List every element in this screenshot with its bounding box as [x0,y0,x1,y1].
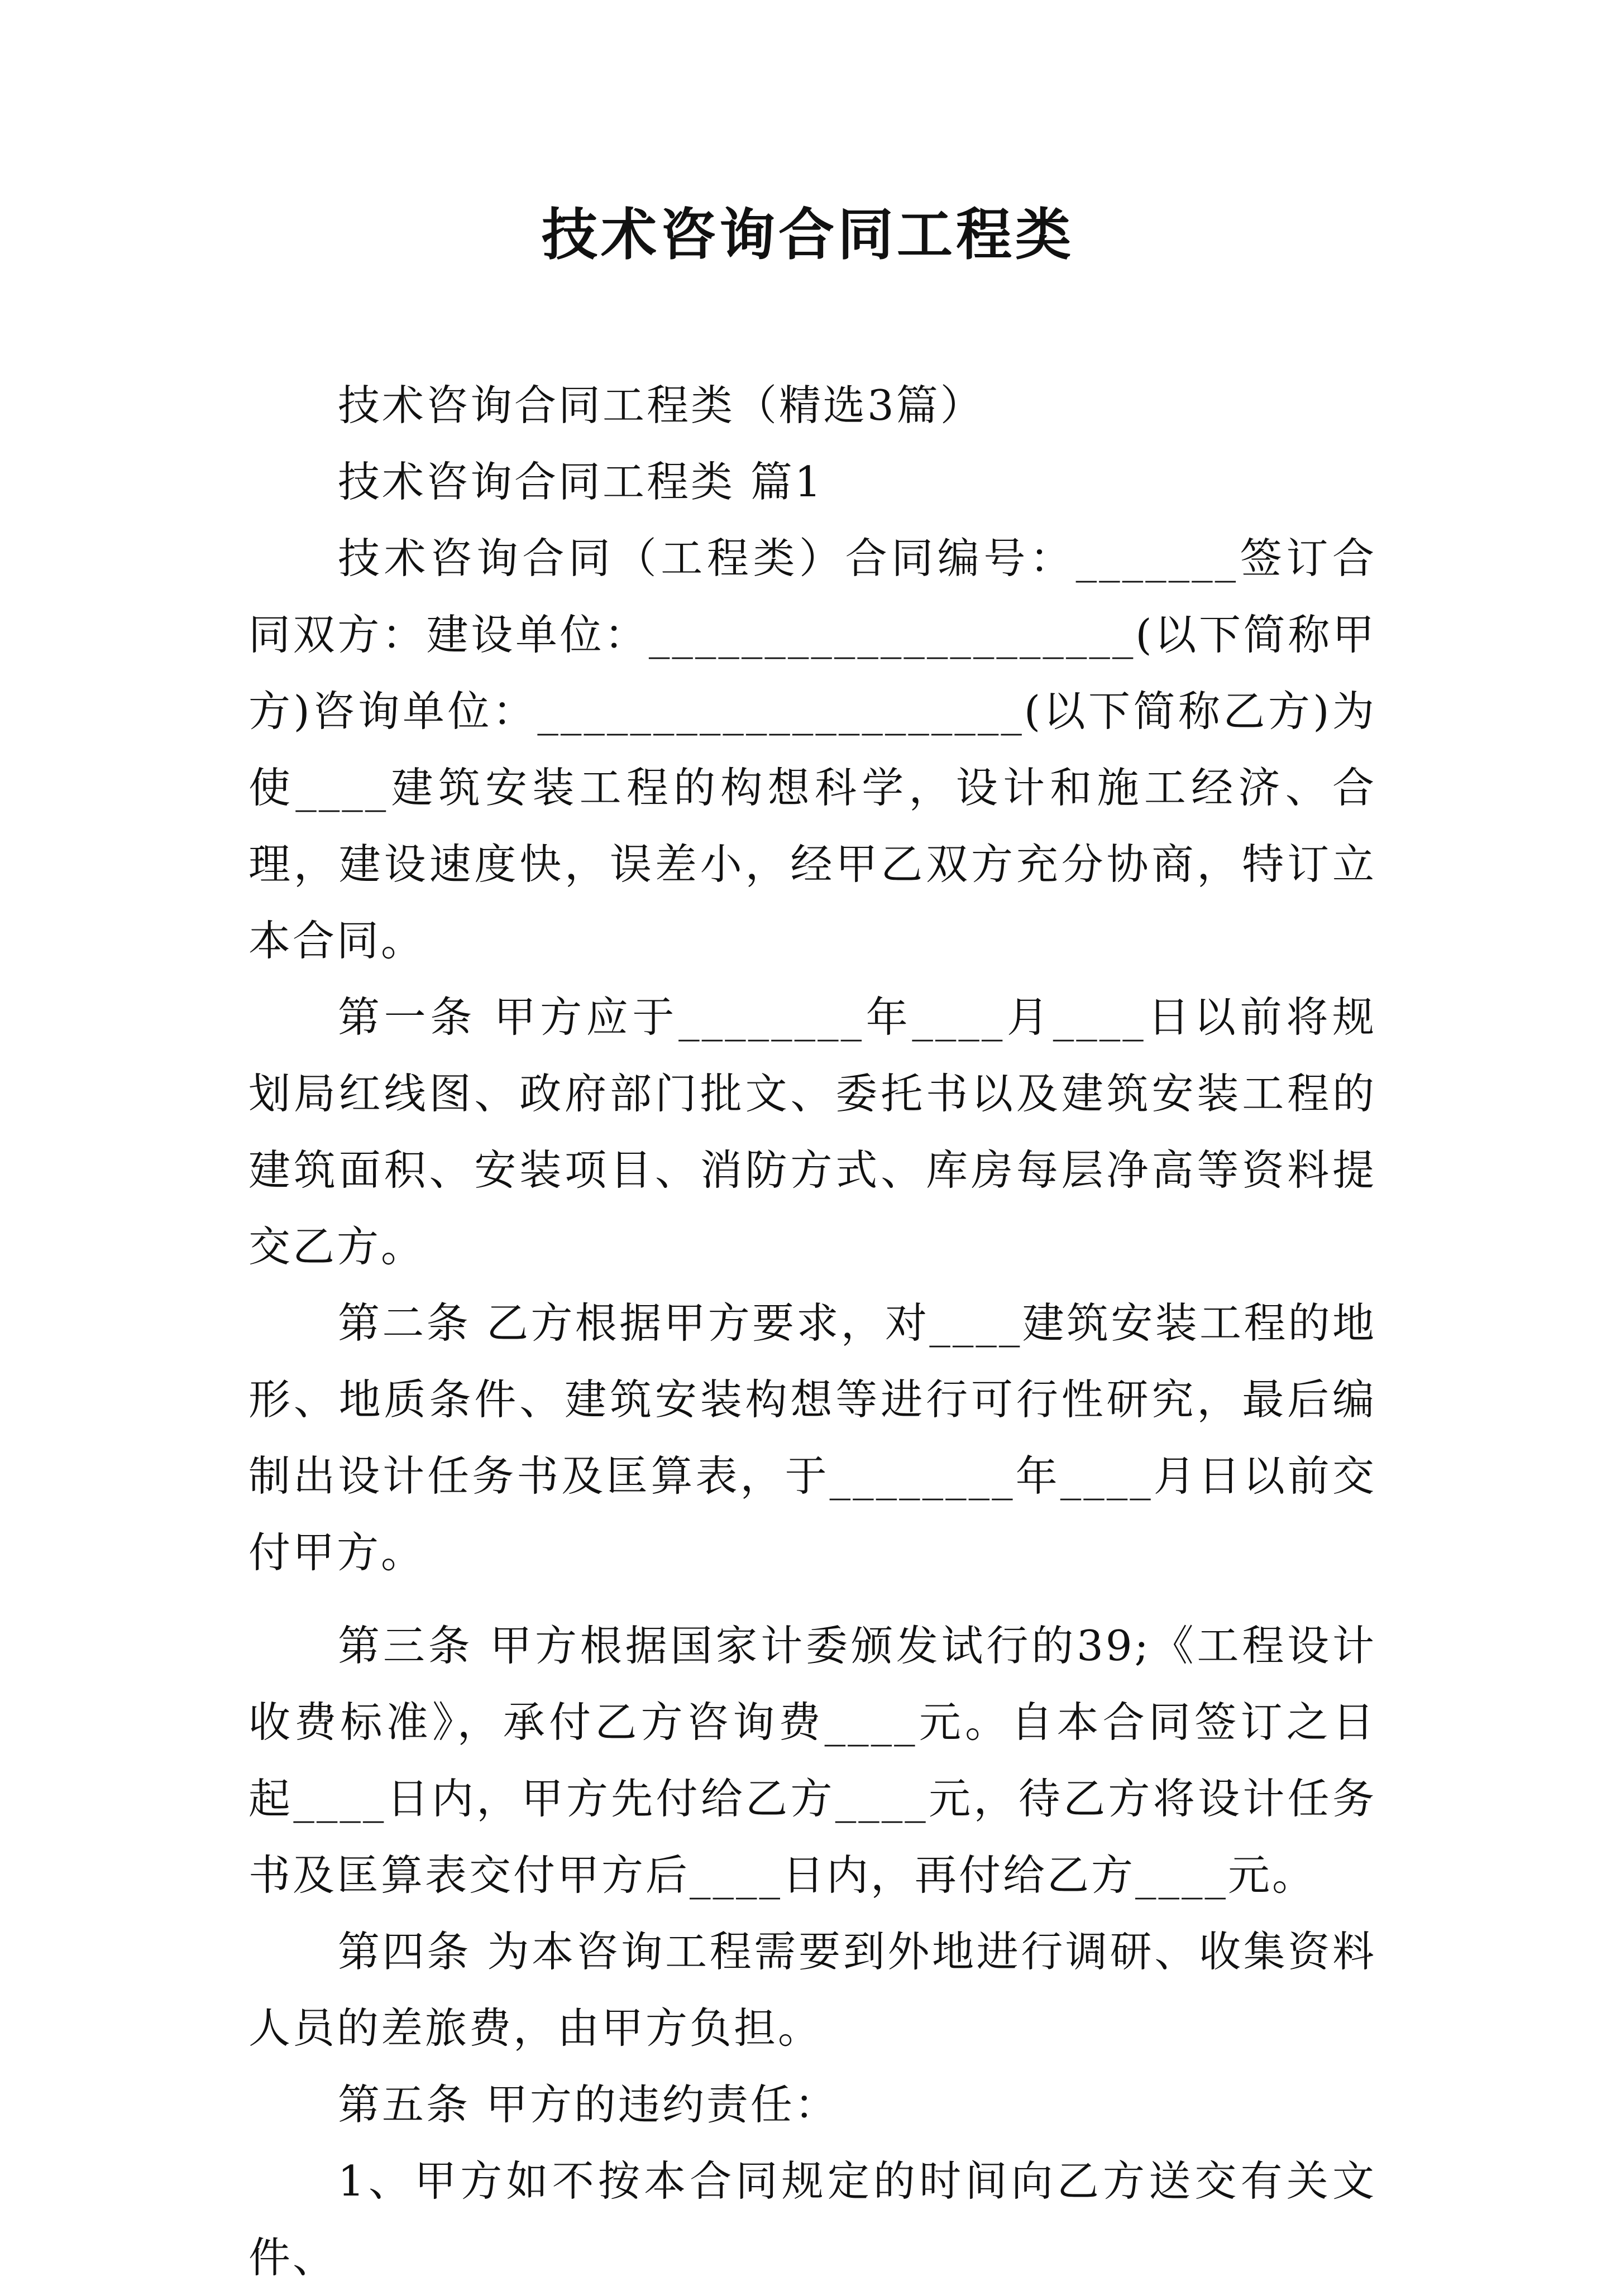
paragraph-article-1: 第一条 甲方应于________年____月____日以前将规划局红线图、政府部门批文、委托书以及建筑安装工程的建筑面积、安装项目、消防方式、库房每层净高等资料提交乙方。 [248,993,1376,1271]
document-body [248,367,1376,2296]
paragraph-article-3: 第三条 甲方根据国家计委颁发试行的39;《工程设计收费标准》，承付乙方咨询费____元。自本合同签订之日起____日内，甲方先付给乙方____元，待乙方将设计任务书及匡算表交付甲方后____日内，再付给乙方____元。 [248,1621,1376,1900]
paragraph-clause-1: 1、甲方如不按本合同规定的时间向乙方送交有关文件、 [248,2156,1376,2282]
paragraph-article-4: 第四条 为本咨询工程需要到外地进行调研、收集资料人员的差旅费，由甲方负担。 [248,1927,1376,2053]
paragraph-article-2: 第二条 乙方根据甲方要求，对____建筑安装工程的地形、地质条件、建筑安装构想等进行可行性研究，最后编制出设计任务书及匡算表，于________年____月日以前交付甲方。 [248,1298,1376,1577]
paragraph-preamble: 技术咨询合同（工程类）合同编号：_______签订合同双方：建设单位：_____________________(以下简称甲方)咨询单位：_____________________(以下简称乙方)为使____建筑安装工程的构想科学，设计和施工经济、合理，建设速度快，误差小，经甲乙双方充分协商，特订立本合同。 [248,534,1377,965]
document-title: 技术咨询合同工程类 [542,202,1074,267]
paragraph-section-heading: 技术咨询合同工程类 篇1 [338,457,824,506]
paragraph-subtitle: 技术咨询合同工程类（精选3篇） [338,381,984,430]
paragraph-article-5: 第五条 甲方的违约责任： [338,2080,839,2129]
